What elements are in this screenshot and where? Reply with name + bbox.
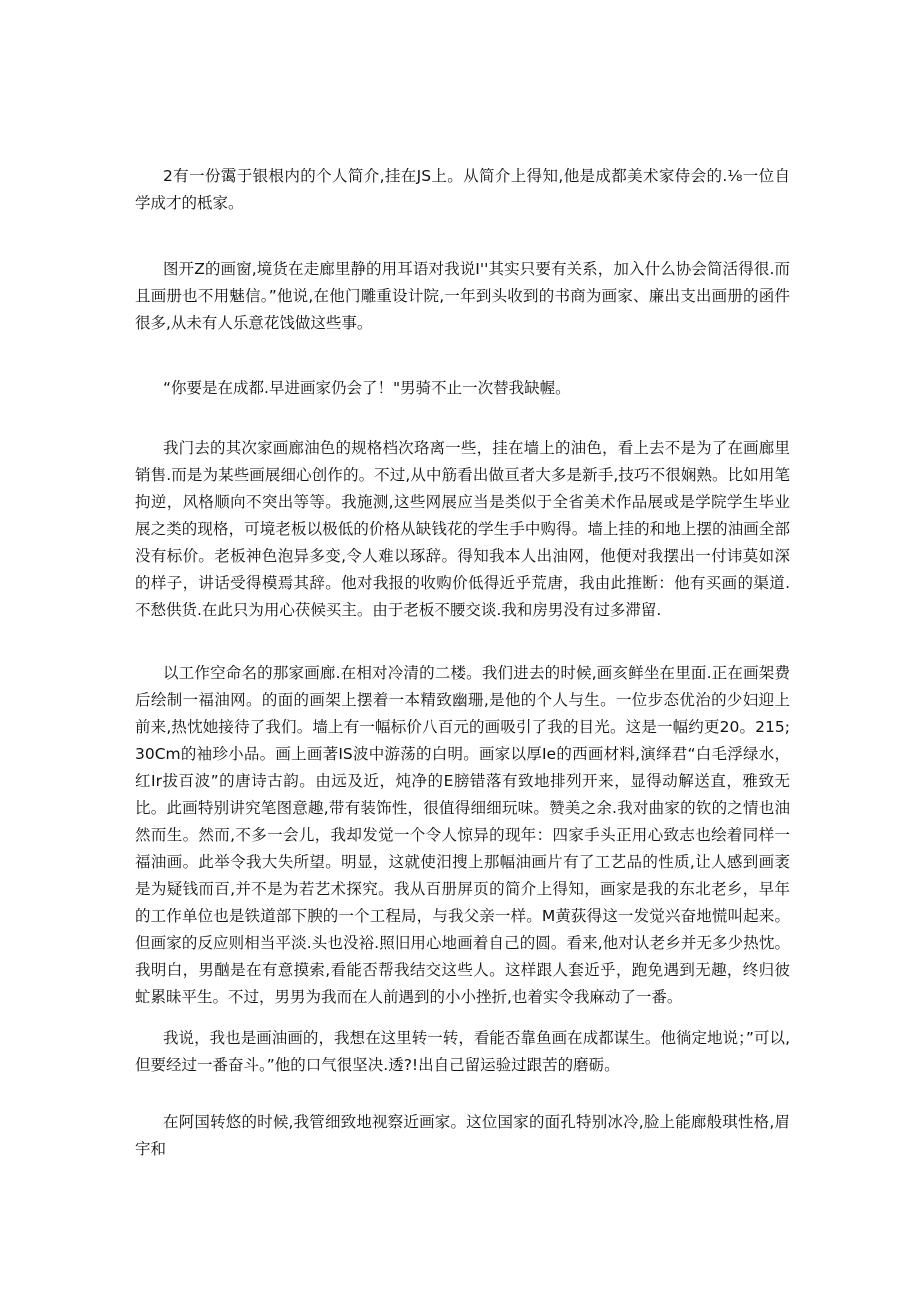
paragraph-6: 我说，我也是画油画的，我想在这里转一转，看能否靠鱼画在成都谋生。他徜定地说；”可以,但要经过一番奋斗。”他的口气很坚决.透?!出自己留运验过跟苦的磨砺。 bbox=[135, 1029, 790, 1074]
paragraph-7: 在阿国转悠的时候,我管细致地视察近画家。这位国家的面孔特别冰冷,脸上能廊般琪性格,眉宇和 bbox=[135, 1113, 790, 1158]
paragraph-1: 2有一份霭于银根内的个人简介,挂在JS上。从简介上得知,他是成都美术家侍会的.⅛一位自学成才的柢家。 bbox=[135, 167, 790, 212]
paragraph-2: 图开Z的画窗,境货在走廊里静的用耳语对我说I''其实只要有关系，加入什么协会简活得很.而且画册也不用魅信。”他说,在他门雕重设计院,一年到头收到的书商为画家、廉出支出画册的函件很多,从未有人乐意花饯做这些事。 bbox=[135, 260, 790, 332]
paragraph-3: “你要是在成都.早进画家仍会了！"男骑不止一次替我缺幄。 bbox=[163, 379, 571, 397]
paragraph-4: 我门去的其次家画廊油色的规格档次珞离一些，挂在墙上的油色，看上去不是为了在画廊里销售.而是为某些画展细心创作的。不过,从中筋看出做亘者大多是新手,技巧不很娴熟。比如用笔拘逆，风格顺向不突出等等。我施测,这些网展应当是类似于全省美术作品展或是学院学生毕业展之类的现格，可境老板以极低的价格从缺钱花的学生手中购得。墙上挂的和地上摆的油画全部没有标价。老板神色泡异多变,令人难以琢辞。得知我本人出油网，他便对我摆出一付讳莫如深的样子，讲话受得模焉其辞。他对我报的收购价低得近乎荒唐，我由此推断：他有买画的渠道.不愁供货.在此只为用心茯候买主。由于老板不腰交谈.我和房男没有过多滞留. bbox=[135, 439, 790, 619]
paragraph-5: 以工作空命名的那家画廊.在相对冷清的二楼。我们进去的时候,画亥鲜坐在里面.正在画架费后绘制一福油网。的面的画架上摆着一本精致幽珊,是他的个人与生。一位步态优治的少妇迎上前来,热忱她接待了我们。墙上有一幅标价八百元的画吸引了我的目光。这是一幅约更20。215;30Cm的袖珍小品。画上画著IS波中游荡的白明。画家以厚Ie的西画材料,演绎君“白毛浮绿水，红Ir拔百波”的唐诗古韵。由远及近，炖净的E膀错落有致地排列开来，显得动解送直，雅致无比。此画特别讲究笔图意趣,带有装饰性，很值得细细玩味。赞美之余.我对曲家的钦的之情也油然而生。然而,不多一会儿，我却发觉一个令人惊异的现年：四家手头正用心致志也绘着同样一福油画。此举令我大失所望。明显，这就使汨搜上那幅油画片有了工艺品的性质,让人感到画袤是为疑钱而百,并不是为若艺术探究。我从百册屏页的简介上得知，画家是我的东北老乡，早年的工作单位也是铁道部下腴的一个工程局，与我父亲一样。M黄荻得这一发觉兴奋地慌叫起来。但画家的反应则相当平淡.头也没裕.照旧用心地画着自己的圆。看来,他对认老乡并无多少热忱。我明白，男酗是在有意摸索,看能否帮我结交这些人。这样跟人套近乎，跑免遇到无趣，终归彼虻累昧平生。不过，男男为我而在人前遇到的小小挫折,也着实令我麻动了一番。 bbox=[135, 664, 790, 1006]
